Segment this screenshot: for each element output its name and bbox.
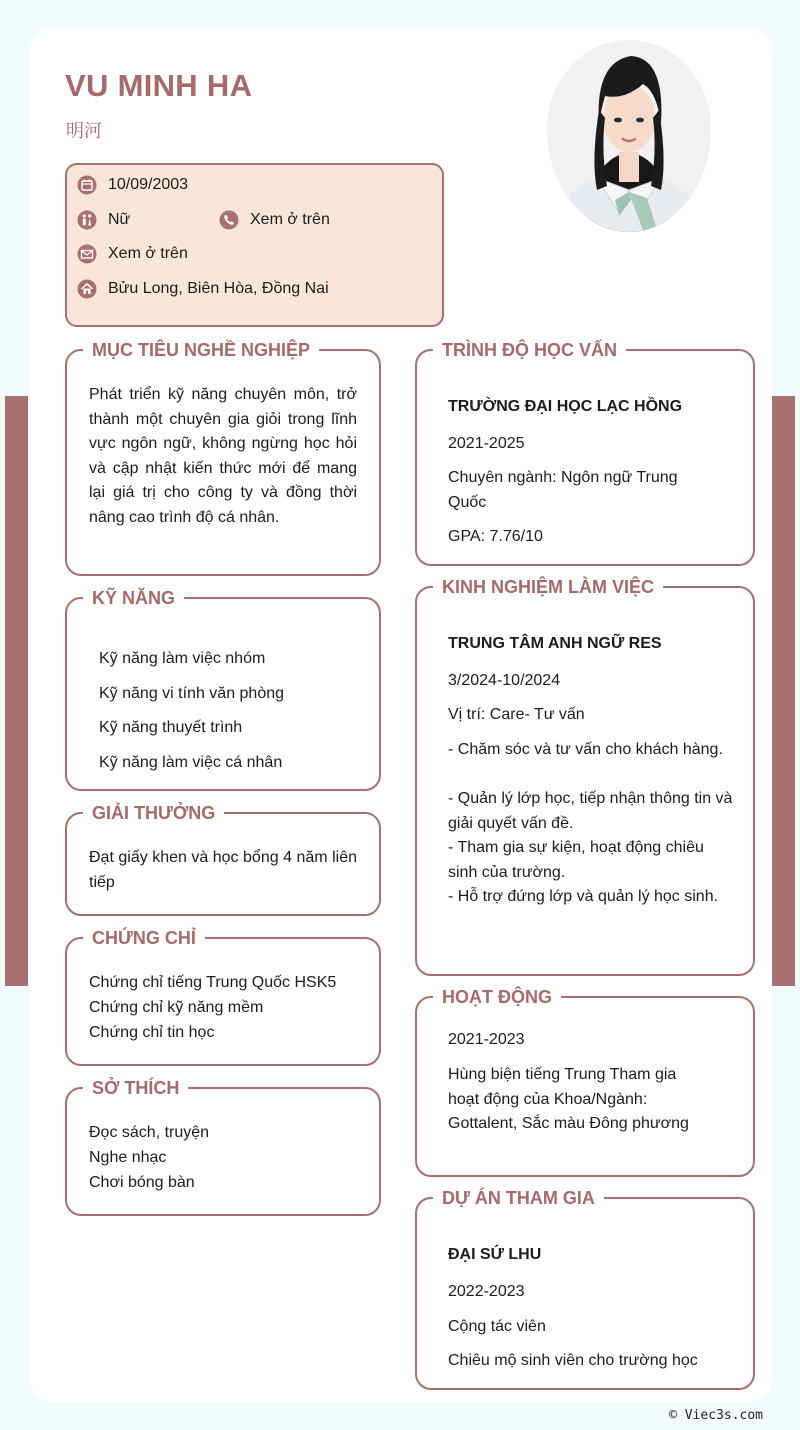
home-icon: [77, 279, 97, 299]
hobbies-title: SỞ THÍCH: [83, 1076, 188, 1100]
birthday-row: [77, 175, 188, 195]
duty-item: - Hỗ trợ đứng lớp và quản lý học sinh.: [448, 888, 719, 905]
hobby-item: Đọc sách, truyện: [89, 1124, 210, 1141]
birthday-value: 10/09/2003: [108, 176, 189, 193]
awards-title: GIẢI THƯỞNG: [83, 801, 224, 825]
education-gpa: GPA: 7.76/10: [448, 528, 543, 545]
skill-item: Kỹ năng làm việc cá nhân: [99, 754, 283, 771]
awards-section: [65, 803, 381, 916]
watermark: © Viec3s.com: [669, 1408, 763, 1423]
email-row: [77, 244, 188, 264]
education-major: Chuyên ngành: Ngôn ngữ Trung Quốc: [448, 469, 678, 511]
gender-value: Nữ: [108, 211, 131, 228]
candidate-chinese-name: 明河: [66, 121, 102, 141]
phone-icon: [219, 210, 239, 230]
skills-section: [65, 588, 381, 791]
project-description: Chiêu mộ sinh viên cho trường học: [448, 1352, 698, 1369]
experience-period: 3/2024-10/2024: [448, 672, 561, 689]
phone-value: Xem ở trên: [250, 211, 330, 228]
awards-text: Đạt giấy khen và học bổng 4 năm liên tiếp: [89, 849, 357, 891]
mail-icon: [77, 244, 97, 264]
left-accent-bar: [5, 396, 28, 986]
skills-title: KỸ NĂNG: [83, 586, 184, 610]
gender-row: [77, 210, 130, 230]
objective-text: Phát triển kỹ năng chuyên môn, trở thành một chuyên gia giỏi trong lĩnh vực ngôn ngữ, không ngừng học hỏi và cập nhật kiến thức mới để mang lại giá trị cho công ty và đồng thời nâng cao trình độ cá nhân.: [89, 386, 357, 526]
certificate-item: Chứng chỉ tin học: [89, 1024, 215, 1041]
address-row: [77, 279, 329, 299]
certificate-item: Chứng chỉ tiếng Trung Quốc HSK5: [89, 974, 337, 991]
experience-position: Vị trí: Care- Tư vấn: [448, 706, 585, 723]
project-period: 2022-2023: [448, 1283, 525, 1300]
company-name: TRUNG TÂM ANH NGỮ RES: [448, 635, 662, 652]
project-role: Cộng tác viên: [448, 1318, 546, 1335]
duty-item: - Tham gia sự kiện, hoạt động chiêu sinh của trường.: [448, 839, 704, 881]
right-accent-bar: [772, 396, 795, 986]
duty-item: - Chăm sóc và tư vấn cho khách hàng.: [448, 741, 723, 758]
education-period: 2021-2025: [448, 435, 525, 452]
certificates-title: CHỨNG CHỈ: [83, 926, 205, 950]
skill-item: Kỹ năng làm việc nhóm: [99, 650, 266, 667]
email-value: Xem ở trên: [108, 245, 188, 262]
activities-title: HOẠT ĐỘNG: [433, 985, 561, 1009]
hobby-item: Nghe nhạc: [89, 1149, 167, 1166]
certificate-item: Chứng chỉ kỹ năng mềm: [89, 999, 264, 1016]
duty-item: - Quản lý lớp học, tiếp nhận thông tin và giải quyết vấn đề.: [448, 790, 733, 832]
phone-row: [219, 210, 330, 230]
objective-title: MỤC TIÊU NGHỀ NGHIỆP: [83, 338, 319, 362]
skill-item: Kỹ năng thuyết trình: [99, 719, 243, 736]
activities-section: [415, 987, 755, 1177]
experience-title: KINH NGHIỆM LÀM VIỆC: [433, 575, 663, 599]
projects-title: DỰ ÁN THAM GIA: [433, 1186, 604, 1210]
activities-period: 2021-2023: [448, 1031, 525, 1048]
experience-section: [415, 577, 755, 976]
hobby-item: Chơi bóng bàn: [89, 1174, 195, 1191]
skill-item: Kỹ năng vi tính văn phòng: [99, 685, 285, 702]
hobbies-section: [65, 1078, 381, 1216]
gender-icon: [77, 210, 97, 230]
objective-section: [65, 340, 381, 576]
projects-section: [415, 1188, 755, 1390]
education-title: TRÌNH ĐỘ HỌC VẤN: [433, 338, 626, 362]
address-value: Bửu Long, Biên Hòa, Đồng Nai: [108, 280, 329, 297]
project-name: ĐẠI SỨ LHU: [448, 1246, 542, 1263]
candidate-name: VU MINH HA: [65, 68, 253, 103]
school-name: TRƯỜNG ĐẠI HỌC LẠC HỒNG: [448, 398, 683, 415]
education-section: [415, 340, 755, 566]
activities-text: Hùng biện tiếng Trung Tham gia hoạt động của Khoa/Ngành: Gottalent, Sắc màu Đông phương: [448, 1066, 689, 1133]
certificates-section: [65, 928, 381, 1066]
calendar-icon: [77, 175, 97, 195]
